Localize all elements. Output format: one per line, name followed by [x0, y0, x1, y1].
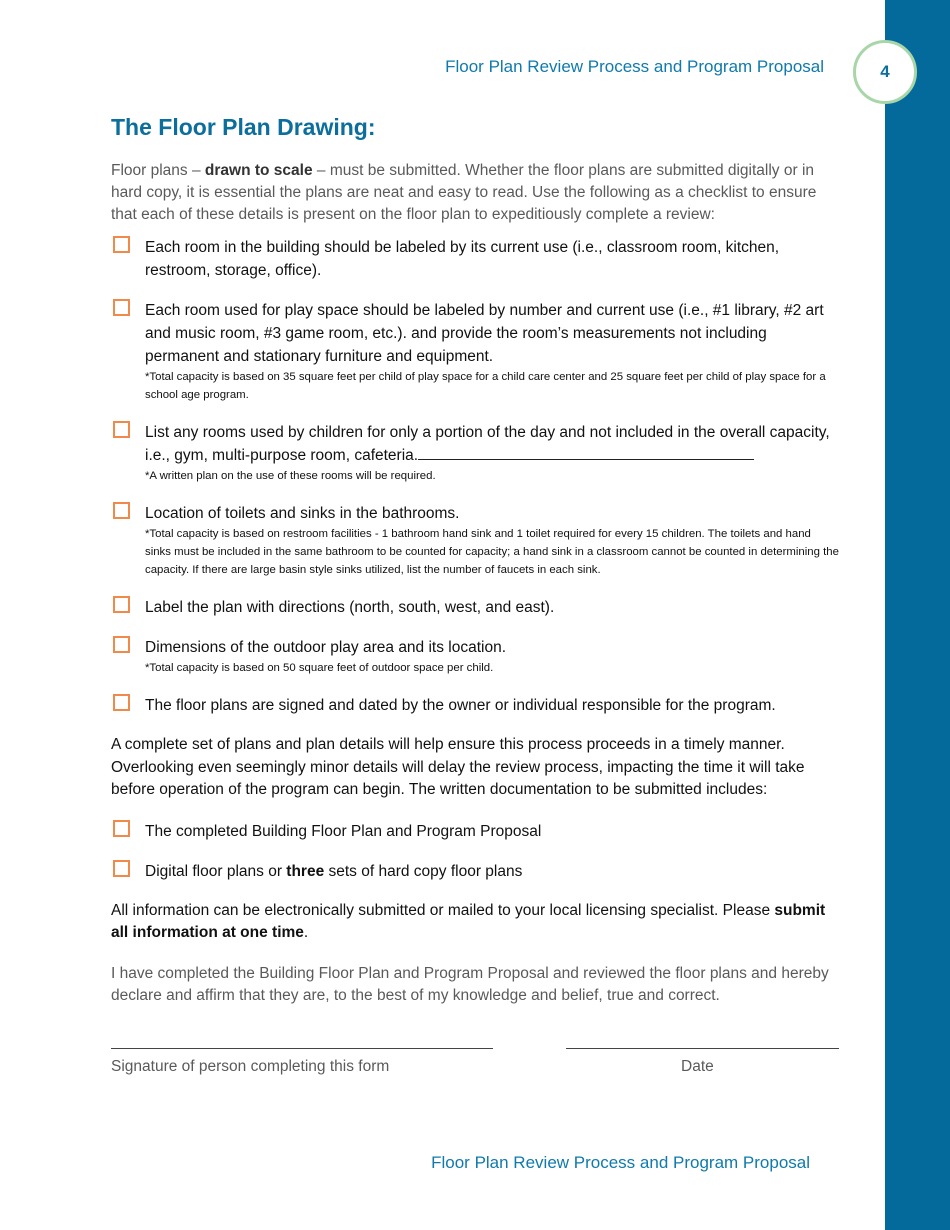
submission-paragraph	[111, 900, 839, 945]
documentation-item-text: Digital floor plans or	[145, 862, 287, 880]
intro-bold: drawn to scale	[204, 162, 313, 179]
checklist-item	[111, 596, 839, 619]
documentation-item-text: The completed Building Floor Plan and Program Proposal	[145, 822, 542, 840]
checkbox[interactable]	[113, 694, 130, 711]
intro-text-start: Floor plans –	[111, 162, 205, 179]
checklist-item-text: Label the plan with directions (north, south, west, and east).	[145, 599, 555, 616]
checklist-item-text: Each room used for play space should be labeled by number and current use (i.e., #1 library, #2 art and music room, #3 game room, etc.). and provide the room’s measurements not including permanent and stationary furniture and equipment.	[145, 302, 824, 365]
footer-title: Floor Plan Review Process and Program Proposal	[431, 1153, 810, 1172]
checkbox[interactable]	[113, 636, 130, 653]
checklist-item	[111, 236, 839, 282]
header-title: Floor Plan Review Process and Program Proposal	[445, 57, 824, 76]
complete-set-paragraph: A complete set of plans and plan details will help ensure this process proceeds in a timely manner. Overlooking even seemingly minor details will delay the review process, impacting the time it will take before operation of the program can begin. The written documentation to be submitted includes:	[111, 736, 805, 798]
checkbox[interactable]	[113, 860, 130, 877]
checkbox[interactable]	[113, 820, 130, 837]
date-label: Date	[681, 1058, 714, 1075]
checklist-item	[111, 502, 839, 579]
checklist-item-note: *A written plan on the use of these rooms will be required.	[145, 470, 436, 482]
declaration-paragraph: I have completed the Building Floor Plan and Program Proposal and reviewed the floor plans and hereby declare and affirm that they are, to the best of my knowledge and belief, true and correct.	[111, 964, 829, 1004]
checkbox[interactable]	[113, 502, 130, 519]
checklist-item-text: The floor plans are signed and dated by the owner or individual responsible for the program.	[145, 697, 776, 714]
date-line[interactable]	[566, 1048, 839, 1049]
checklist-item	[111, 421, 839, 485]
checkbox[interactable]	[113, 421, 130, 438]
checkbox[interactable]	[113, 236, 130, 253]
page-number: 4	[880, 62, 890, 81]
checklist-item-text: Location of toilets and sinks in the bathrooms.	[145, 505, 460, 522]
checkbox[interactable]	[113, 299, 130, 316]
signature-line[interactable]	[111, 1048, 493, 1049]
checklist-item	[111, 694, 839, 717]
side-color-bar	[885, 0, 950, 1230]
checklist-item-text: Each room in the building should be labeled by its current use (i.e., classroom room, kitchen, restroom, storage, office).	[145, 239, 780, 279]
checklist-item-note: *Total capacity is based on restroom facilities - 1 bathroom hand sink and 1 toilet required for every 15 children. The toilets and hand sinks must be included in the same bathroom to be counted for capacity; a hand sink in a classroom cannot be counted in determining the capacity. If there are large basin style sinks utilized, list the number of faucets in each sink.	[145, 528, 839, 576]
signature-area	[111, 1044, 839, 1084]
documentation-item	[111, 860, 839, 883]
documentation-item	[111, 820, 839, 843]
submission-end: .	[303, 924, 309, 941]
signature-label: Signature of person completing this form	[111, 1058, 390, 1075]
checkbox[interactable]	[113, 596, 130, 613]
submission-bold: submit all information at one time	[111, 901, 826, 941]
checklist-item	[111, 636, 839, 677]
submission-text: All information can be electronically submitted or mailed to your local licensing specialist. Please	[111, 901, 775, 919]
checklist-item	[111, 299, 839, 404]
main-content	[111, 114, 839, 1007]
intro-paragraph	[111, 160, 839, 226]
documentation-item-bold: three	[286, 862, 325, 880]
checklist-item-note: *Total capacity is based on 35 square feet per child of play space for a child care center and 25 square feet per child of play space for a school age program.	[145, 371, 826, 401]
checklist-item-text: Dimensions of the outdoor play area and its location.	[145, 639, 507, 656]
documentation-item-text-end: sets of hard copy floor plans	[324, 862, 523, 880]
intro-text-end: – must be submitted. Whether the floor plans are submitted digitally or in hard copy, it is essential the plans are neat and easy to read. Use the following as a checklist to ensure that each of these details is present on the floor plan to expeditiously complete a review:	[111, 162, 817, 223]
checklist-item-text: List any rooms used by children for only a portion of the day and not included in the overall capacity, i.e., gym, multi-purpose room, cafeteria.	[145, 424, 830, 464]
page-number-badge	[853, 40, 917, 104]
fill-in-line[interactable]	[418, 445, 754, 460]
checklist-item-note: *Total capacity is based on 50 square feet of outdoor space per child.	[145, 662, 494, 674]
page-heading: The Floor Plan Drawing:	[111, 114, 376, 140]
